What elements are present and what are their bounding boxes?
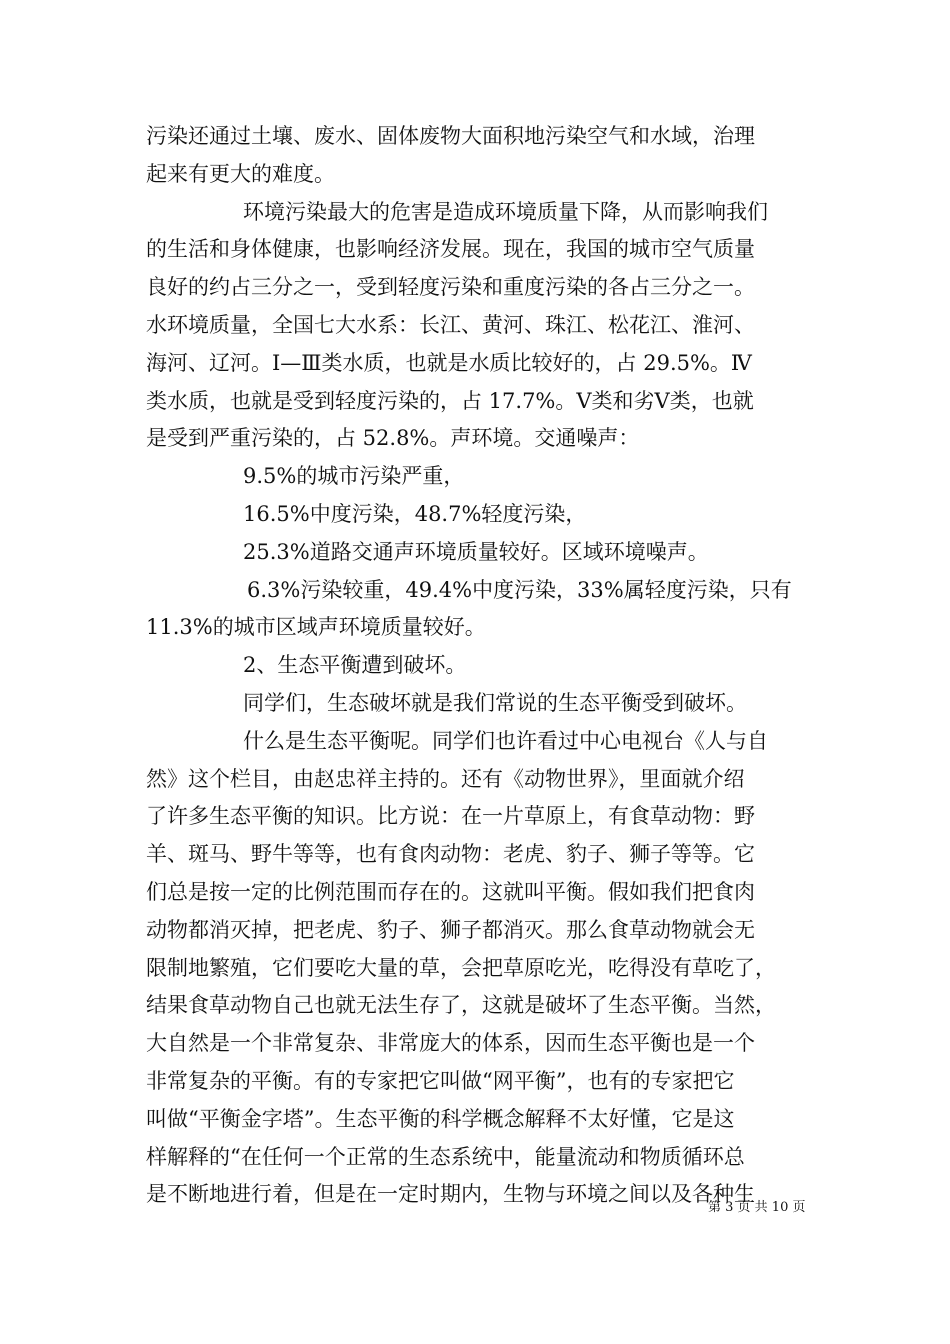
text-line: 非常复杂的平衡。有的专家把它叫做“网平衡”，也有的专家把它 (146, 1068, 735, 1093)
text-line: 们总是按一定的比例范围而存在的。这就叫平衡。假如我们把食肉 (146, 879, 755, 904)
page-number: 第 3 页 共 10 页 (708, 1200, 806, 1215)
text-line: 是不断地进行着，但是在一定时期内，生物与环境之间以及各种生 (146, 1182, 755, 1207)
text-line: 样解释的“在任何一个正常的生态系统中，能量流动和物质循环总 (146, 1144, 745, 1169)
text-line: 9.5%的城市污染严重， (243, 464, 465, 489)
text-line: 什么是生态平衡呢。同学们也许看过中心电视台《人与自 (243, 728, 768, 753)
text-line: 了许多生态平衡的知识。比方说：在一片草原上，有食草动物：野 (146, 804, 755, 829)
text-line: 动物都消灭掉，把老虎、豹子、狮子都消灭。那么食草动物就会无 (146, 917, 755, 942)
text-line: 海河、辽河。Ⅰ—Ⅲ类水质，也就是水质比较好的，占 29.5%。Ⅳ (146, 350, 752, 375)
text-line: 11.3%的城市区域声环境质量较好。 (146, 615, 486, 640)
text-line: 的生活和身体健康，也影响经济发展。现在，我国的城市空气质量 (146, 237, 755, 262)
text-line: 起来有更大的难度。 (146, 161, 335, 186)
text-line: 羊、斑马、野牛等等，也有食肉动物：老虎、豹子、狮子等等。它 (146, 842, 755, 867)
text-line: 25.3%道路交通声环境质量较好。区域环境噪声。 (243, 539, 709, 564)
text-line: 水环境质量，全国七大水系：长江、黄河、珠江、松花江、淮河、 (146, 312, 755, 337)
text-line: 同学们，生态破坏就是我们常说的生态平衡受到破坏。 (243, 690, 747, 715)
text-line: 是受到严重污染的，占 52.8%。声环境。交通噪声： (146, 426, 640, 451)
text-line: 良好的约占三分之一，受到轻度污染和重度污染的各占三分之一。 (146, 275, 755, 300)
text-line: 限制地繁殖，它们要吃大量的草，会把草原吃光，吃得没有草吃了， (146, 955, 776, 980)
text-line: 然》这个栏目，由赵忠祥主持的。还有《动物世界》，里面就介绍 (146, 766, 745, 791)
text-line: 6.3%污染较重，49.4%中度污染，33%属轻度污染，只有 (247, 577, 792, 602)
text-line: 环境污染最大的危害是造成环境质量下降，从而影响我们 (243, 199, 768, 224)
section-heading: 2、生态平衡遭到破坏。 (243, 653, 467, 678)
text-line: 类水质，也就是受到轻度污染的，占 17.7%。Ⅴ类和劣Ⅴ类，也就 (146, 388, 754, 413)
text-line: 结果食草动物自己也就无法生存了，这就是破坏了生态平衡。当然， (146, 993, 776, 1018)
text-line: 叫做“平衡金字塔”。生态平衡的科学概念解释不太好懂，它是这 (146, 1106, 735, 1131)
text-line: 大自然是一个非常复杂、非常庞大的体系，因而生态平衡也是一个 (146, 1031, 755, 1056)
text-line: 16.5%中度污染，48.7%轻度污染， (243, 501, 587, 526)
body-text (146, 118, 806, 1214)
text-line: 污染还通过土壤、废水、固体废物大面积地污染空气和水域，治理 (146, 124, 755, 148)
